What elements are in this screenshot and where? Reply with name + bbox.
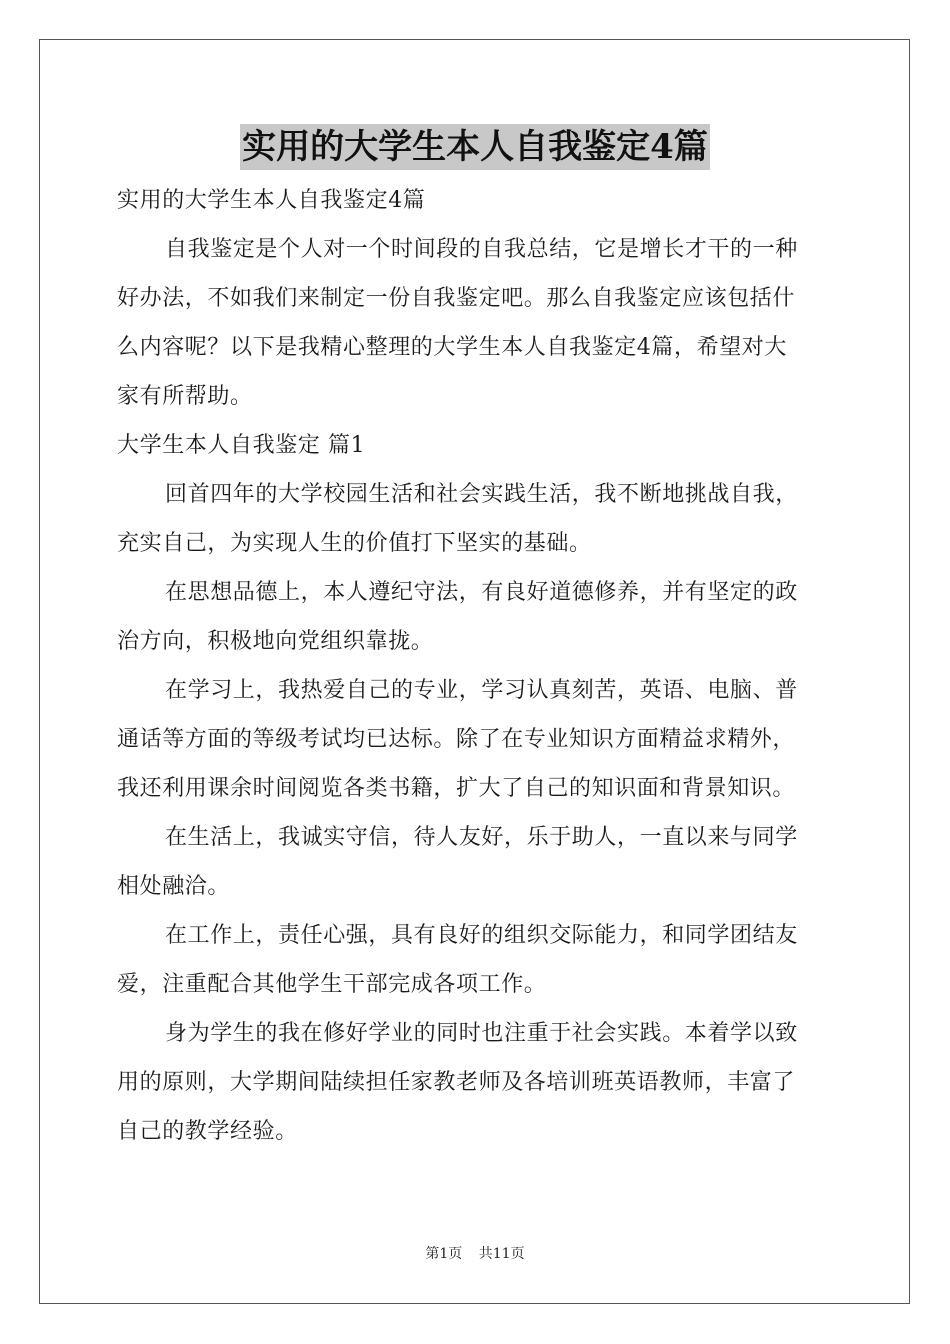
text-line: 实用的大学生本人自我鉴定4篇 [117,188,426,213]
text-line: 在思想品德上，本人遵纪守法，有良好道德修养，并有坚定的政 [165,580,798,605]
text-line: 么内容呢？以下是我精心整理的大学生本人自我鉴定4篇，希望对大 [117,335,787,360]
text-line: 好办法，不如我们来制定一份自我鉴定吧。那么自我鉴定应该包括什 [117,286,796,311]
document-title: 实用的大学生本人自我鉴定4篇 [240,124,710,170]
text-line: 我还利用课余时间阅览各类书籍，扩大了自己的知识面和背景知识。 [117,776,796,801]
text-line: 回首四年的大学校园生活和社会实践生活，我不断地挑战自我， [165,482,798,507]
text-line: 自我鉴定是个人对一个时间段的自我总结，它是增长才干的一种 [165,237,798,262]
text-line: 在工作上，责任心强，具有良好的组织交际能力，和同学团结友 [165,923,798,948]
page-footer [0,1243,950,1263]
text-line: 爱，注重配合其他学生干部完成各项工作。 [117,972,547,997]
text-line: 家有所帮助。 [117,384,253,409]
document-body [117,176,837,1156]
page-total: 共11页 [478,1246,525,1262]
text-line: 在生活上，我诚实守信，待人友好，乐于助人，一直以来与同学 [165,825,798,850]
page-number: 第1页 [425,1246,463,1262]
text-line: 身为学生的我在修好学业的同时也注重于社会实践。本着学以致 [165,1021,798,1046]
text-line: 自己的教学经验。 [117,1119,298,1144]
title-container [0,124,950,170]
text-line: 在学习上，我热爱自己的专业，学习认真刻苦，英语、电脑、普 [165,678,798,703]
text-line: 治方向，积极地向党组织靠拢。 [117,629,434,654]
text-line: 相处融洽。 [117,874,231,899]
text-line: 用的原则，大学期间陆续担任家教老师及各培训班英语教师，丰富了 [117,1070,796,1095]
text-line: 大学生本人自我鉴定 篇1 [117,433,366,458]
text-line: 充实自己，为实现人生的价值打下坚实的基础。 [117,531,592,556]
text-line: 通话等方面的等级考试均已达标。除了在专业知识方面精益求精外， [117,727,796,752]
